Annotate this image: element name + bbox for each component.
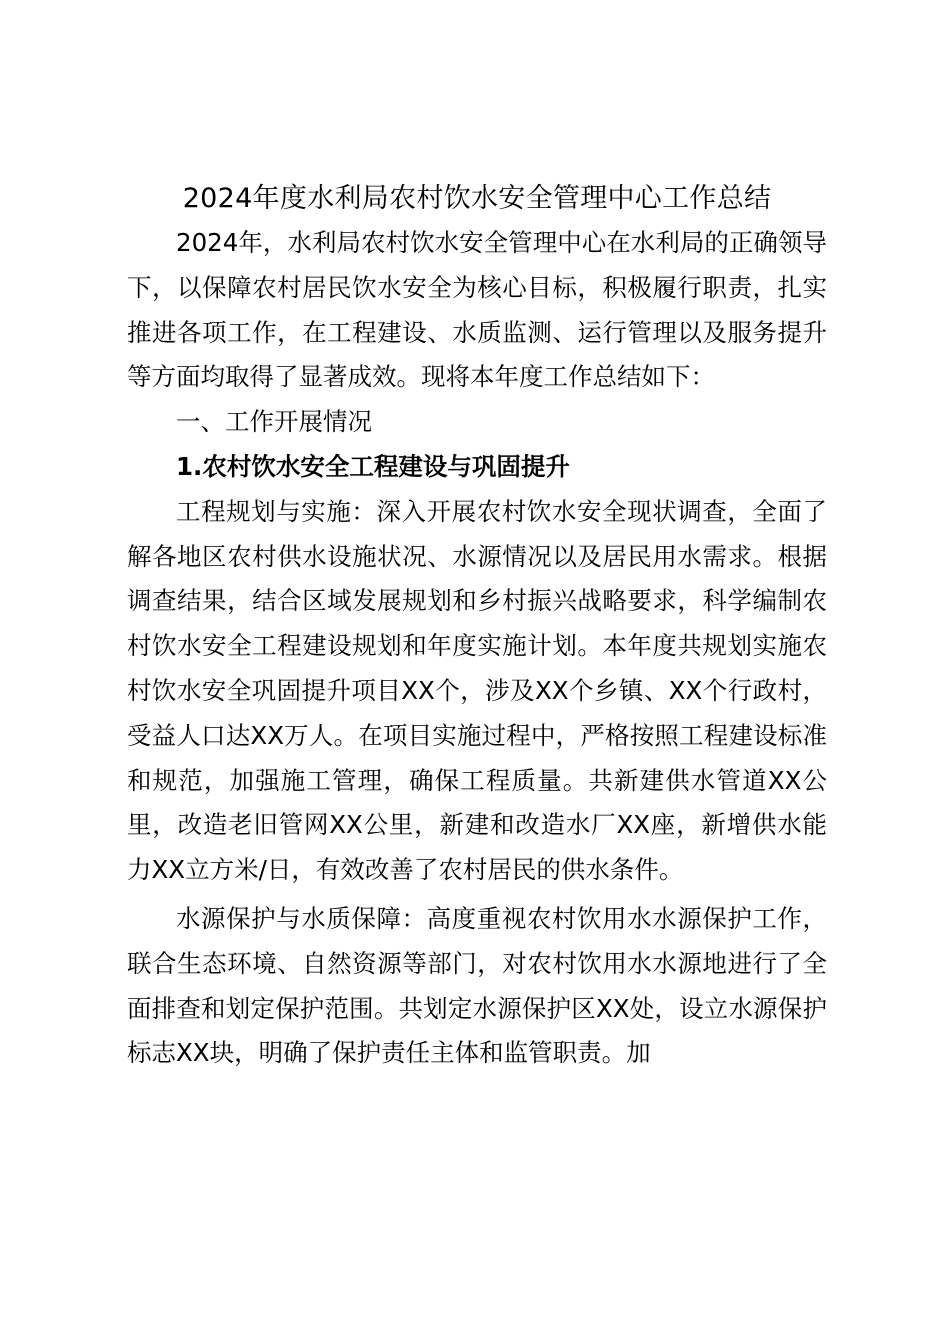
planning-paragraph: 工程规划与实施：深入开展农村饮水安全现状调查，全面了解各地区农村供水设施状况、水源情况以及居民用水需求。根据调查结果，结合区域发展规划和乡村振兴战略要求，科学编制农村饮水安全工程建设规划和年度实施计划。本年度共规划实施农村饮水安全巩固提升项目XX个，涉及XX个乡镇、XX个行政村，受益人口达XX万人。在项目实施过程中，严格按照工程建设标准和规范，加强施工管理，确保工程质量。共新建供水管道XX公里，改造老旧管网XX公里，新建和改造水厂XX座，新增供水能力XX立方米/日，有效改善了农村居民的供水条件。 <box>127 496 827 885</box>
water-source-paragraph: 水源保护与水质保障：高度重视农村饮用水水源保护工作，联合生态环境、自然资源等部门，对农村饮用水水源地进行了全面排查和划定保护范围。共划定水源保护区XX处，设立水源保护标志XX块，明确了保护责任主体和监管职责。加 <box>127 903 827 1068</box>
document-title: 2024年度水利局农村饮水安全管理中心工作总结 <box>182 183 772 214</box>
section-heading: 一、工作开展情况 <box>176 407 372 437</box>
intro-paragraph: 2024年，水利局农村饮水安全管理中心在水利局的正确领导下，以保障农村居民饮水安全为核心目标，积极履行职责，扎实推进各项工作，在工程建设、水质监测、运行管理以及服务提升等方面均取得了显著成效。现将本年度工作总结如下： <box>127 228 827 392</box>
document-page <box>127 176 827 1076</box>
subsection-heading: 1.农村饮水安全工程建设与巩固提升 <box>176 451 570 481</box>
